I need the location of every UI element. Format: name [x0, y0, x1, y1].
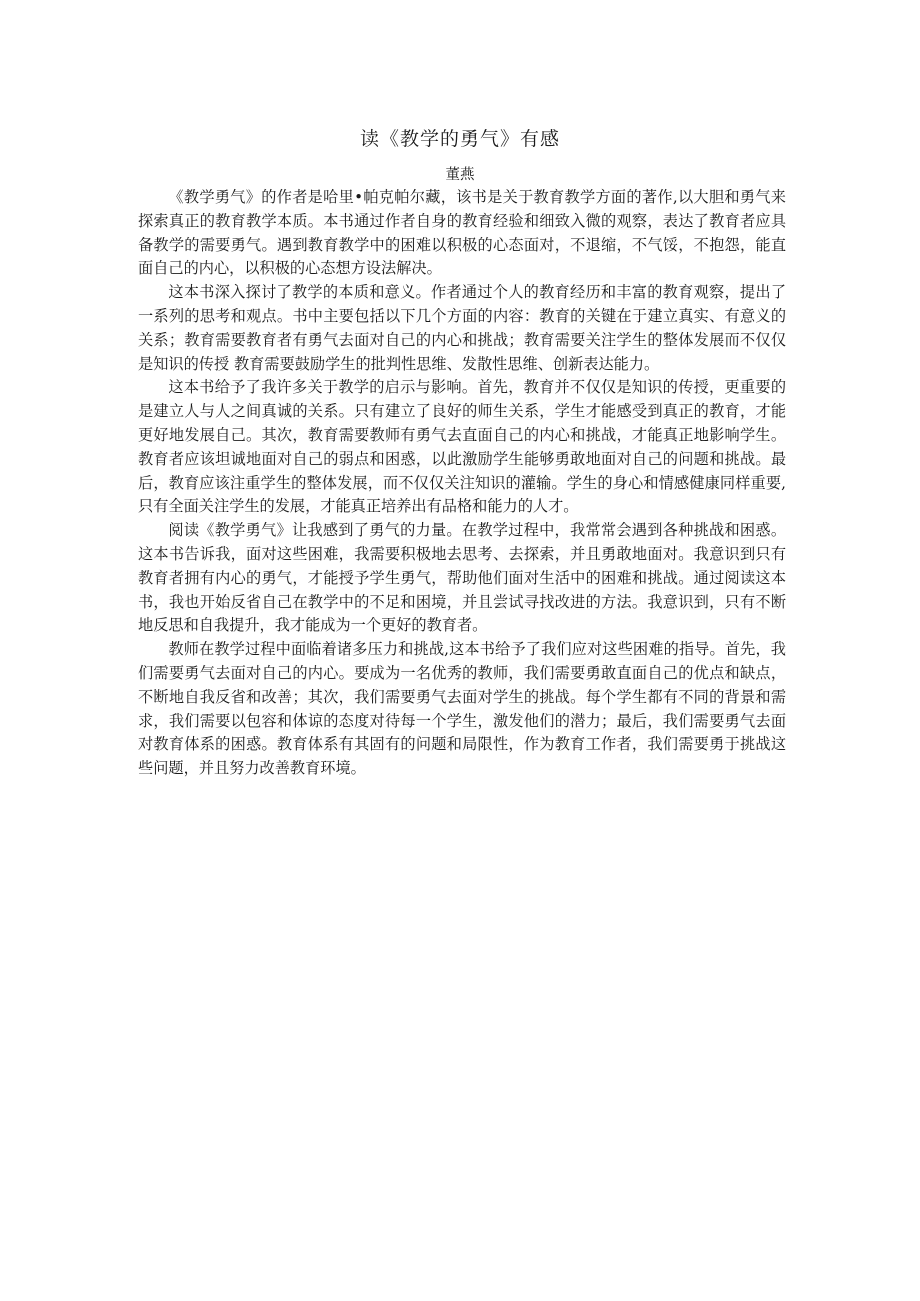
paragraph-2: 这本书深入探讨了教学的本质和意义。作者通过个人的教育经历和丰富的教育观察，提出了一系列的思考和观点。书中主要包括以下几个方面的内容：教育的关键在于建立真实、有意义的关系；教育需要教育者有勇气去面对自己的内心和挑战；教育需要关注学生的整体发展而不仅仅是知识的传授 教育需要鼓励学生的批判性思维、发散性思维、创新表达能力。 [138, 283, 786, 373]
document-title: 读《教学的勇气》有感 [359, 128, 560, 150]
paragraph-5: 教师在教学过程中面临着诸多压力和挑战,这本书给予了我们应对这些困难的指导。首先，我们需要勇气去面对自己的内心。要成为一名优秀的教师，我们需要勇敢直面自己的优点和缺点，不断地自我反省和改善；其次，我们需要勇气去面对学生的挑战。每个学生都有不同的背景和需求，我们需要以包容和体谅的态度对待每一个学生，激发他们的潜力；最后，我们需要勇气去面对教育体系的困惑。教育体系有其固有的问题和局限性，作为教育工作者，我们需要勇于挑战这些问题，并且努力改善教育环境。 [138, 640, 786, 778]
paragraph-1: 《教学勇气》的作者是哈里•帕克帕尔藏，该书是关于教育教学方面的著作,以大胆和勇气来探索真正的教育教学本质。本书通过作者自身的教育经验和细致入微的观察，表达了教育者应具备教学的需要勇气。遇到教育教学中的困难以积极的心态面对，不退缩，不气馁，不抱怨，能直面自己的内心，以积极的心态想方设法解决。 [138, 188, 786, 278]
paragraph-4: 阅读《教学勇气》让我感到了勇气的力量。在教学过程中，我常常会遇到各种挑战和困惑。这本书告诉我，面对这些困难，我需要积极地去思考、去探索，并且勇敢地面对。我意识到只有教育者拥有内心的勇气，才能授予学生勇气，帮助他们面对生活中的困难和挑战。通过阅读这本书，我也开始反省自己在教学中的不足和困境，并且尝试寻找改进的方法。我意识到，只有不断地反思和自我提升，我才能成为一个更好的教育者。 [138, 521, 786, 635]
document-author: 董燕 [445, 167, 475, 183]
paragraph-3: 这本书给予了我许多关于教学的启示与影响。首先，教育并不仅仅是知识的传授，更重要的是建立人与人之间真诚的关系。只有建立了良好的师生关系，学生才能感受到真正的教育，才能更好地发展自己。其次，教育需要教师有勇气去直面自己的内心和挑战，才能真正地影响学生。教育者应该坦诚地面对自己的弱点和困惑，以此激励学生能够勇敢地面对自己的问题和挑战。最后，教育应该注重学生的整体发展，而不仅仅关注知识的灌输。学生的身心和情感健康同样重要,只有全面关注学生的发展，才能真正培养出有品格和能力的人才。 [138, 378, 786, 516]
document-body [138, 186, 786, 781]
